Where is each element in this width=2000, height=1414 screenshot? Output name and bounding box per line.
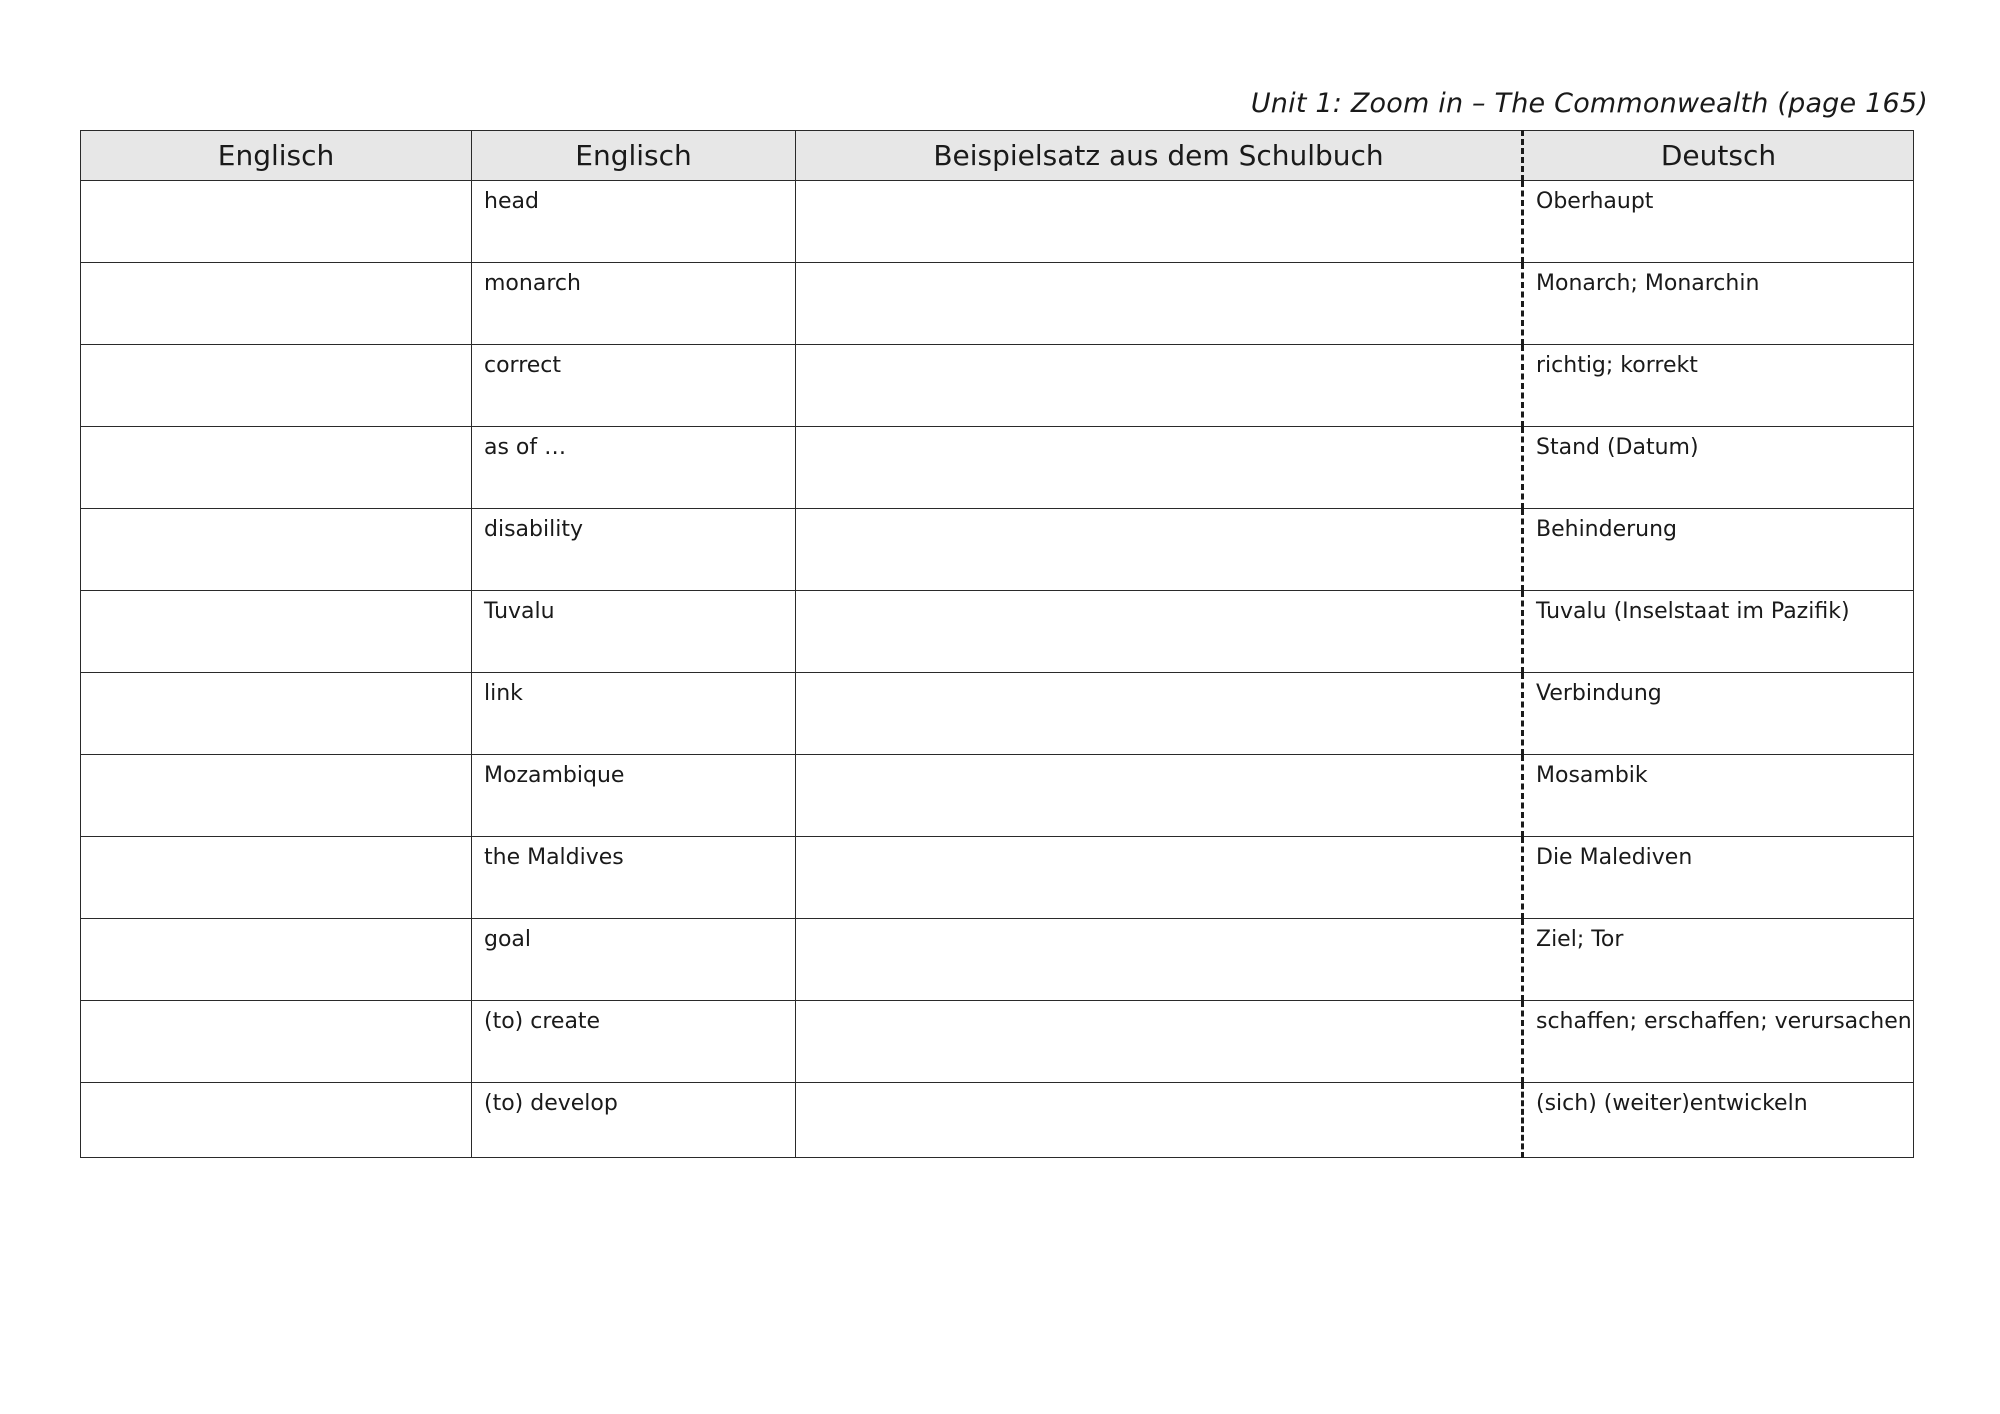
english-blank-cell-text xyxy=(81,837,471,845)
example-sentence-cell xyxy=(796,837,1523,919)
example-sentence-cell-text xyxy=(796,755,1521,763)
english-blank-cell xyxy=(81,1083,472,1158)
english-blank-cell-text xyxy=(81,263,471,271)
german-translation-cell xyxy=(1523,591,1914,673)
german-translation-cell-text: Stand (Datum) xyxy=(1536,435,1699,460)
english-term-cell xyxy=(472,837,796,919)
column-header-english: Englisch xyxy=(472,131,796,181)
english-blank-cell xyxy=(81,181,472,263)
german-translation-cell-text: Mosambik xyxy=(1536,763,1648,788)
table-row xyxy=(81,1083,1914,1158)
english-term-cell xyxy=(472,919,796,1001)
english-blank-cell xyxy=(81,1001,472,1083)
example-sentence-cell xyxy=(796,1001,1523,1083)
english-blank-cell-text xyxy=(81,591,471,599)
example-sentence-cell-text xyxy=(796,673,1521,681)
example-sentence-cell-text xyxy=(796,509,1521,517)
example-sentence-cell xyxy=(796,919,1523,1001)
german-translation-cell xyxy=(1523,181,1914,263)
column-header-example-sentence: Beispielsatz aus dem Schulbuch xyxy=(796,131,1523,181)
english-term-cell-text: monarch xyxy=(484,271,581,296)
table-row xyxy=(81,509,1914,591)
english-term-cell-text: correct xyxy=(484,353,562,378)
german-translation-cell xyxy=(1523,837,1914,919)
german-translation-cell-text: Die Malediven xyxy=(1536,845,1693,870)
example-sentence-cell xyxy=(796,591,1523,673)
table-row xyxy=(81,263,1914,345)
english-term-cell xyxy=(472,427,796,509)
table-row xyxy=(81,181,1914,263)
german-translation-cell-text: Verbindung xyxy=(1536,681,1662,706)
english-blank-cell xyxy=(81,755,472,837)
german-translation-cell xyxy=(1523,345,1914,427)
german-translation-cell xyxy=(1523,263,1914,345)
example-sentence-cell xyxy=(796,181,1523,263)
table-row xyxy=(81,427,1914,509)
german-translation-cell xyxy=(1523,673,1914,755)
english-blank-cell-text xyxy=(81,919,471,927)
english-blank-cell-text xyxy=(81,1001,471,1009)
english-blank-cell xyxy=(81,345,472,427)
example-sentence-cell-text xyxy=(796,1083,1521,1091)
table-row xyxy=(81,345,1914,427)
english-term-cell xyxy=(472,673,796,755)
english-term-cell xyxy=(472,345,796,427)
english-blank-cell xyxy=(81,591,472,673)
example-sentence-cell xyxy=(796,755,1523,837)
example-sentence-cell xyxy=(796,345,1523,427)
english-blank-cell-text xyxy=(81,427,471,435)
english-term-cell-text: (to) create xyxy=(484,1009,601,1034)
german-translation-cell xyxy=(1523,1001,1914,1083)
page-title: Unit 1: Zoom in – The Commonwealth (page 165) xyxy=(1250,88,1928,119)
example-sentence-cell-text xyxy=(796,263,1521,271)
example-sentence-cell-text xyxy=(796,1001,1521,1009)
german-translation-cell-text: Behinderung xyxy=(1536,517,1678,542)
english-term-cell-text: link xyxy=(484,681,523,706)
english-blank-cell-text xyxy=(81,755,471,763)
table-row xyxy=(81,919,1914,1001)
table-row xyxy=(81,755,1914,837)
english-term-cell xyxy=(472,755,796,837)
english-term-cell-text: head xyxy=(484,189,539,214)
german-translation-cell-text: Oberhaupt xyxy=(1536,189,1654,214)
german-translation-cell-text: Monarch; Monarchin xyxy=(1536,271,1760,296)
german-translation-cell xyxy=(1523,1083,1914,1158)
german-translation-cell-text: Tuvalu (Inselstaat im Pazifik) xyxy=(1536,599,1850,624)
table-row xyxy=(81,673,1914,755)
example-sentence-cell-text xyxy=(796,345,1521,353)
german-translation-cell-text: schaffen; erschaffen; verursachen xyxy=(1536,1009,1912,1034)
english-blank-cell xyxy=(81,263,472,345)
english-term-cell xyxy=(472,1001,796,1083)
english-term-cell xyxy=(472,1083,796,1158)
german-translation-cell xyxy=(1523,919,1914,1001)
english-blank-cell xyxy=(81,509,472,591)
english-term-cell-text: goal xyxy=(484,927,532,952)
example-sentence-cell-text xyxy=(796,919,1521,927)
example-sentence-cell xyxy=(796,1083,1523,1158)
english-blank-cell-text xyxy=(81,673,471,681)
vocabulary-table xyxy=(80,130,1914,1158)
english-term-cell xyxy=(472,263,796,345)
english-term-cell xyxy=(472,509,796,591)
german-translation-cell xyxy=(1523,427,1914,509)
example-sentence-cell-text xyxy=(796,591,1521,599)
english-term-cell xyxy=(472,181,796,263)
german-translation-cell-text: (sich) (weiter)entwickeln xyxy=(1536,1091,1808,1116)
table-row xyxy=(81,1001,1914,1083)
english-term-cell-text: Mozambique xyxy=(484,763,625,788)
english-blank-cell xyxy=(81,919,472,1001)
english-term-cell-text: disability xyxy=(484,517,583,542)
english-term-cell-text: (to) develop xyxy=(484,1091,618,1116)
german-translation-cell-text: Ziel; Tor xyxy=(1536,927,1624,952)
english-blank-cell-text xyxy=(81,1083,471,1091)
english-term-cell xyxy=(472,591,796,673)
column-header-english-blank: Englisch xyxy=(81,131,472,181)
english-blank-cell-text xyxy=(81,345,471,353)
english-blank-cell xyxy=(81,427,472,509)
english-term-cell-text: the Maldives xyxy=(484,845,624,870)
example-sentence-cell xyxy=(796,263,1523,345)
english-term-cell-text: as of … xyxy=(484,435,567,460)
english-blank-cell-text xyxy=(81,509,471,517)
example-sentence-cell-text xyxy=(796,427,1521,435)
table-row xyxy=(81,591,1914,673)
german-translation-cell xyxy=(1523,755,1914,837)
english-blank-cell xyxy=(81,837,472,919)
example-sentence-cell xyxy=(796,427,1523,509)
example-sentence-cell xyxy=(796,509,1523,591)
table-header-row xyxy=(81,131,1914,181)
german-translation-cell xyxy=(1523,509,1914,591)
english-blank-cell xyxy=(81,673,472,755)
german-translation-cell-text: richtig; korrekt xyxy=(1536,353,1698,378)
column-header-german: Deutsch xyxy=(1523,131,1914,181)
english-blank-cell-text xyxy=(81,181,471,189)
english-term-cell-text: Tuvalu xyxy=(484,599,555,624)
example-sentence-cell-text xyxy=(796,837,1521,845)
example-sentence-cell xyxy=(796,673,1523,755)
table-row xyxy=(81,837,1914,919)
example-sentence-cell-text xyxy=(796,181,1521,189)
